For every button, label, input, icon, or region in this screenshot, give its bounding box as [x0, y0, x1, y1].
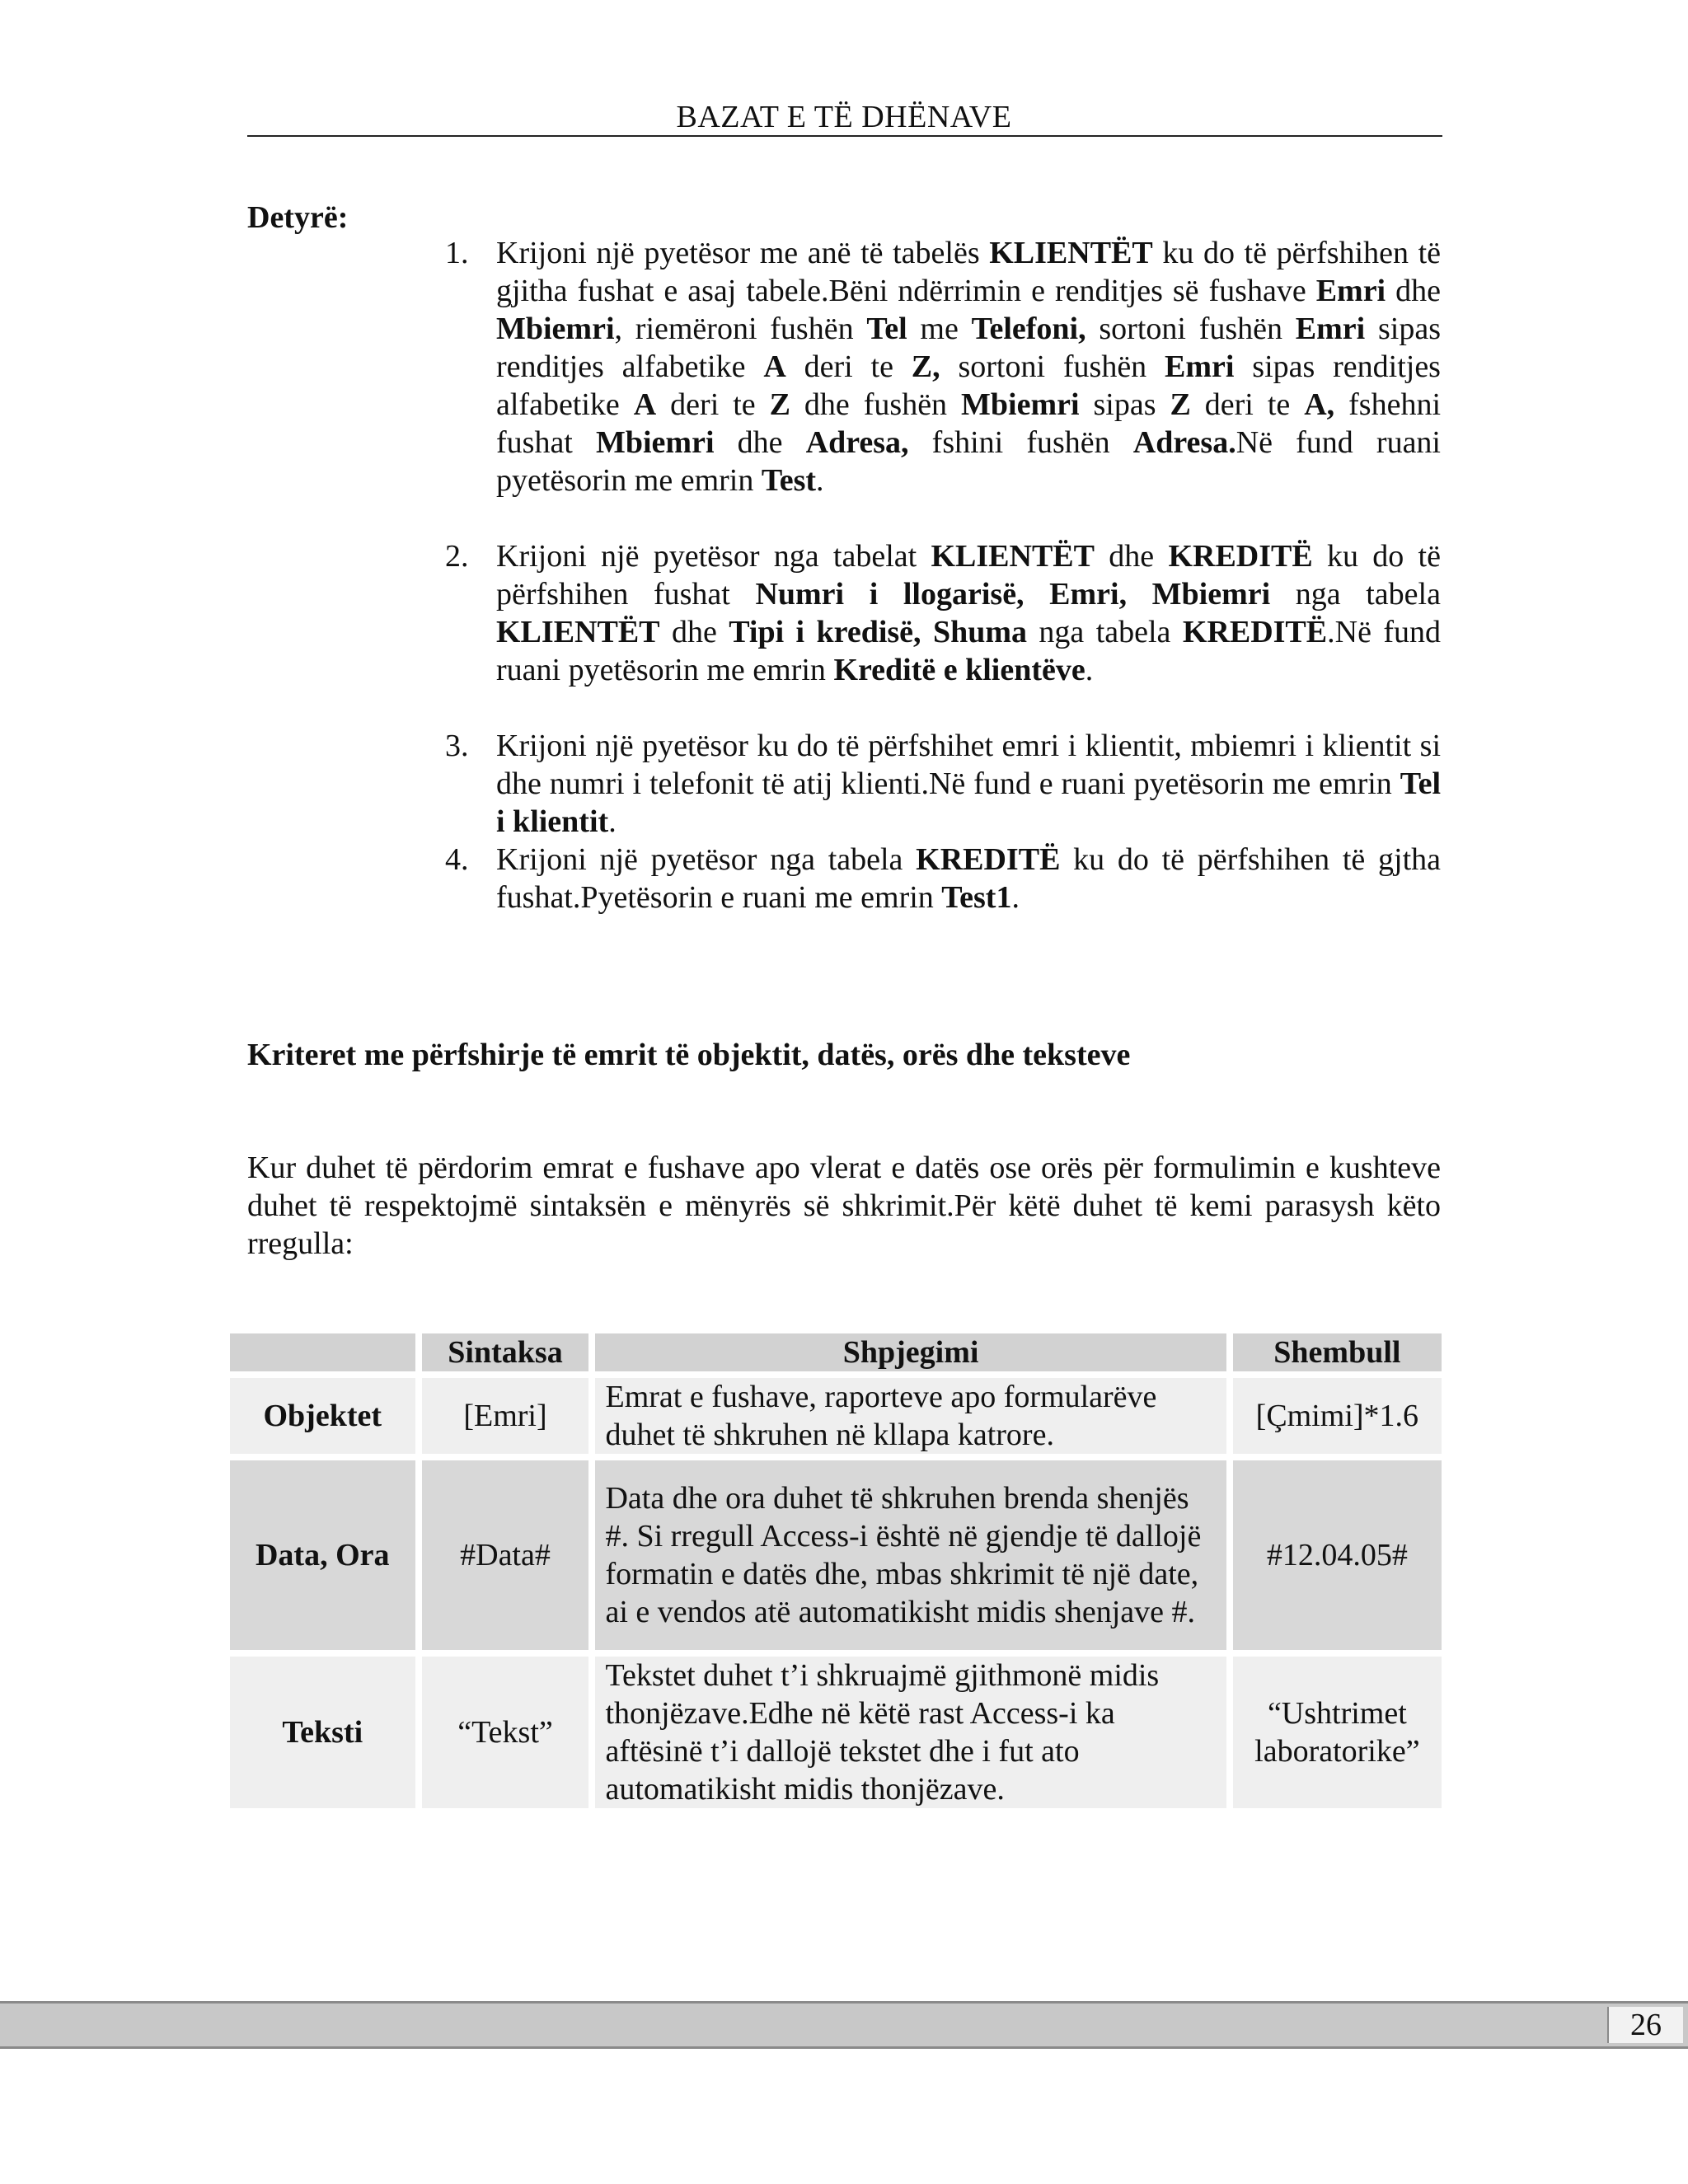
task-emphasis: KREDITË: [1182, 615, 1328, 649]
task-text: Krijoni një pyetësor me anë të tabelës: [496, 236, 990, 270]
page-footer-band: [0, 2001, 1688, 2049]
explanation-cell: Data dhe ora duhet të shkruhen brenda shenjës #. Si rregull Access-i është në gjendje të dallojë formatin e datës dhe, mbas shkrimit të një date, ai e vendos atë automatikisht midis shenjave #.: [595, 1460, 1226, 1650]
task-text: ku do të përfshihen të gjitha fushat e asaj tabele.Bëni ndërrimin e renditjes së fushave: [496, 236, 1441, 308]
task-text: nga tabela: [1270, 577, 1441, 612]
task-heading: Detyrë:: [247, 200, 349, 235]
task-emphasis: Kreditë e klientëve: [833, 653, 1085, 687]
task-emphasis: Telefoni,: [971, 312, 1086, 346]
intro-paragraph: Kur duhet të përdorim emrat e fushave apo vlerat e datës ose orës për formulimin e kushteve duhet të respektojmë sintaksën e mënyrës së shkrimit.Për këtë duhet të kemi parasysh këto rregulla:: [247, 1151, 1441, 1261]
row-label: Teksti: [230, 1657, 415, 1808]
table-header-cell: [230, 1333, 415, 1371]
syntax-cell: #Data#: [422, 1460, 589, 1650]
task-emphasis: A: [633, 387, 657, 422]
task-emphasis: KREDITË: [1168, 539, 1313, 574]
task-text: dhe: [1095, 539, 1169, 574]
explanation-cell: Emrat e fushave, raporteve apo formularëve duhet të shkruhen në kllapa katrore.: [595, 1378, 1226, 1454]
task-text: deri te: [785, 349, 912, 384]
task-text: Krijoni një pyetësor nga tabelat: [496, 539, 931, 574]
task-emphasis: Mbiemri: [961, 387, 1080, 422]
task-emphasis: Tel: [866, 312, 907, 346]
task-text: .: [1085, 653, 1094, 687]
task-list: [437, 234, 1441, 916]
task-text: .: [816, 463, 824, 498]
task-text: sipas renditjes alfabetike: [496, 349, 1441, 422]
table-row: [230, 1378, 1442, 1454]
page-number: 26: [1607, 2007, 1683, 2043]
task-number: 3.: [445, 729, 469, 763]
task-emphasis: KREDITË: [916, 842, 1061, 877]
example-cell: [Çmimi]*1.6: [1233, 1378, 1442, 1454]
task-emphasis: Z,: [911, 349, 940, 384]
task-item-2: [437, 537, 1441, 689]
task-text: Në fund ruani pyetësorin me emrin: [496, 425, 1441, 498]
task-emphasis: Test1: [941, 880, 1012, 915]
task-emphasis: Z: [769, 387, 790, 422]
task-emphasis: Tel i klientit: [496, 766, 1441, 839]
table-header-cell: Sintaksa: [422, 1333, 589, 1371]
task-emphasis: KLIENTËT: [989, 236, 1153, 270]
task-emphasis: Emri: [1295, 312, 1366, 346]
task-text: Krijoni një pyetësor ku do të përfshihet emri i klientit, mbiemri i klientit si dhe numri i telefonit të atij klienti.Në fund e ruani pyetësorin me emrin: [496, 729, 1441, 801]
task-text: dhe: [1386, 274, 1441, 308]
task-text: , riemëroni fushën: [614, 312, 867, 346]
task-emphasis: Adresa,: [805, 425, 909, 460]
task-text: dhe: [714, 425, 806, 460]
syntax-rules-table: [223, 1327, 1448, 1815]
task-number: 1.: [445, 236, 469, 270]
task-number: 2.: [445, 539, 469, 574]
task-emphasis: Adresa.: [1132, 425, 1236, 460]
task-emphasis: Mbiemri: [596, 425, 715, 460]
task-text: ku do të përfshihen të gjtha fushat.Pyetësorin e ruani me emrin: [496, 842, 1441, 915]
task-emphasis: Z: [1170, 387, 1191, 422]
row-label: Objektet: [230, 1378, 415, 1454]
task-item-4: [437, 841, 1441, 916]
task-text: dhe fushën: [790, 387, 962, 422]
task-item-1: [437, 234, 1441, 499]
task-emphasis: Emri: [1165, 349, 1235, 384]
task-emphasis: Test: [761, 463, 817, 498]
example-cell: #12.04.05#: [1233, 1460, 1442, 1650]
table-header-cell: Shpjegimi: [595, 1333, 1226, 1371]
example-cell: “Ushtrimet laboratorike”: [1233, 1657, 1442, 1808]
table-header-row: [230, 1333, 1442, 1371]
task-emphasis: Tipi i kredisë, Shuma: [729, 615, 1028, 649]
task-emphasis: A: [763, 349, 786, 384]
table-row: [230, 1460, 1442, 1650]
row-label: Data, Ora: [230, 1460, 415, 1650]
task-emphasis: Numri i llogarisë, Emri, Mbiemri: [755, 577, 1271, 612]
syntax-cell: “Tekst”: [422, 1657, 589, 1808]
task-text: .Në fund ruani pyetësorin me emrin: [496, 615, 1441, 687]
task-text: ku do të përfshihen fushat: [496, 539, 1441, 612]
explanation-cell: Tekstet duhet t’i shkruajmë gjithmonë midis thonjëzave.Edhe në këtë rast Access-i ka aftësinë t’i dallojë tekstet dhe i fut ato automatikisht midis thonjëzave.: [595, 1657, 1226, 1808]
task-text: sipas renditjes alfabetike: [496, 312, 1442, 384]
task-item-3: [437, 727, 1441, 841]
task-text: sortoni fushën: [1085, 312, 1296, 346]
task-emphasis: KLIENTËT: [931, 539, 1095, 574]
task-text: me: [907, 312, 972, 346]
page-header-title: BAZAT E TË DHËNAVE: [676, 100, 1012, 134]
header-divider: [247, 135, 1442, 137]
syntax-cell: [Emri]: [422, 1378, 589, 1454]
task-text: Krijoni një pyetësor nga tabela: [496, 842, 917, 877]
section-heading: Kriteret me përfshirje të emrit të objektit, datës, orës dhe teksteve: [247, 1038, 1131, 1072]
task-text: nga tabela: [1027, 615, 1183, 649]
task-text: dhe: [659, 615, 729, 649]
task-emphasis: Emri: [1315, 274, 1386, 308]
task-number: 4.: [445, 842, 469, 877]
task-text: sortoni fushën: [940, 349, 1165, 384]
task-text: .: [608, 804, 617, 839]
table-header-cell: Shembull: [1233, 1333, 1442, 1371]
task-emphasis: A,: [1304, 387, 1335, 422]
task-emphasis: Mbiemri: [496, 312, 615, 346]
task-emphasis: KLIENTËT: [496, 615, 660, 649]
table-row: [230, 1657, 1442, 1808]
task-text: fshini fushën: [908, 425, 1133, 460]
task-text: .: [1011, 880, 1020, 915]
task-text: fshehni fushat: [496, 387, 1441, 460]
task-text: deri te: [656, 387, 770, 422]
task-text: deri te: [1190, 387, 1305, 422]
task-text: sipas: [1079, 387, 1170, 422]
